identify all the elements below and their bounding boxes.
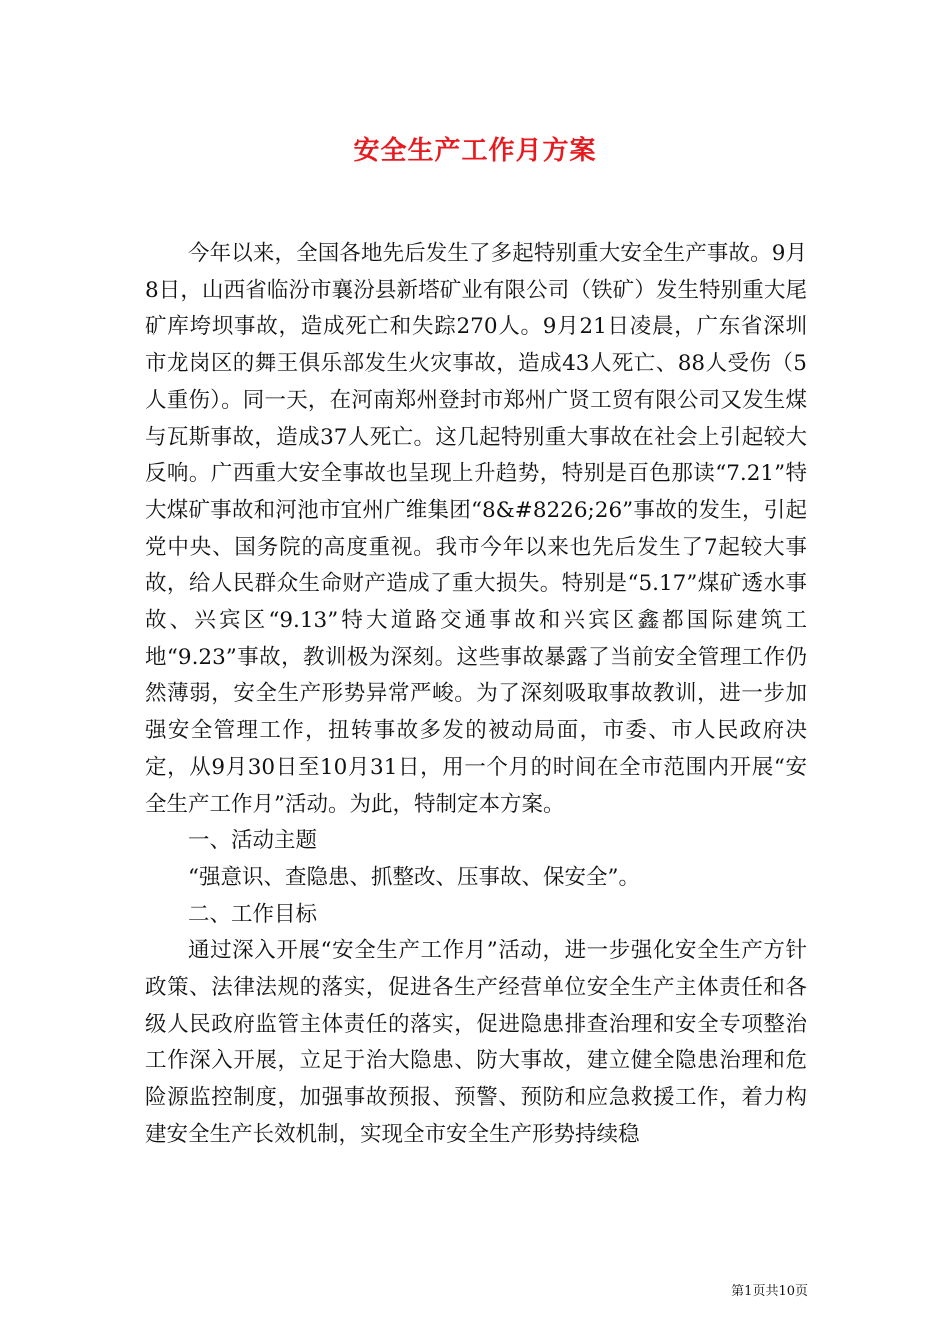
intro-paragraph: 今年以来，全国各地先后发生了多起特别重大安全生产事故。9月8日，山西省临汾市襄汾县新塔矿业有限公司（铁矿）发生特别重大尾矿库垮坝事故，造成死亡和失踪270人。9月21日凌晨，广东省深圳市龙岗区的舞王俱乐部发生火灾事故，造成43人死亡、88人受伤（5人重伤）。同一天，在河南郑州登封市郑州广贤工贸有限公司又发生煤与瓦斯事故，造成37人死亡。这几起特别重大事故在社会上引起较大反响。广西重大安全事故也呈现上升趋势，特别是百色那读“7.21”特大煤矿事故和河池市宜州广维集团“8&#8226;26”事故的发生，引起党中央、国务院的高度重视。我市今年以来也先后发生了7起较大事故，给人民群众生命财产造成了重大损失。特别是“5.17”煤矿透水事故、兴宾区“9.13”特大道路交通事故和兴宾区鑫都国际建筑工地“9.23”事故，教训极为深刻。这些事故暴露了当前安全管理工作仍然薄弱，安全生产形势异常严峻。为了深刻吸取事故教训，进一步加强安全管理工作，扭转事故多发的被动局面，市委、市人民政府决定，从9月30日至10月31日，用一个月的时间在全市范围内开展“安全生产工作月”活动。为此，特制定本方案。 [145, 241, 807, 817]
section-heading-goals: 二、工作目标 [188, 901, 318, 927]
document-title: 安全生产工作月方案 [353, 136, 597, 166]
document-body [145, 236, 807, 1154]
goals-paragraph: 通过深入开展“安全生产工作月”活动，进一步强化安全生产方针政策、法律法规的落实，促进各生产经营单位安全生产主体责任和各级人民政府监管主体责任的落实，促进隐患排查治理和安全专项整治工作深入开展，立足于治大隐患、防大事故，建立健全隐患治理和危险源监控制度，加强事故预报、预警、预防和应急救援工作，着力构建安全生产长效机制，实现全市安全生产形势持续稳 [145, 938, 807, 1147]
theme-paragraph: “强意识、查隐患、抓整改、压事故、保安全”。 [188, 864, 640, 890]
section-heading-theme: 一、活动主题 [188, 828, 318, 854]
page-number-footer: 第1页共10页 [731, 1284, 808, 1299]
